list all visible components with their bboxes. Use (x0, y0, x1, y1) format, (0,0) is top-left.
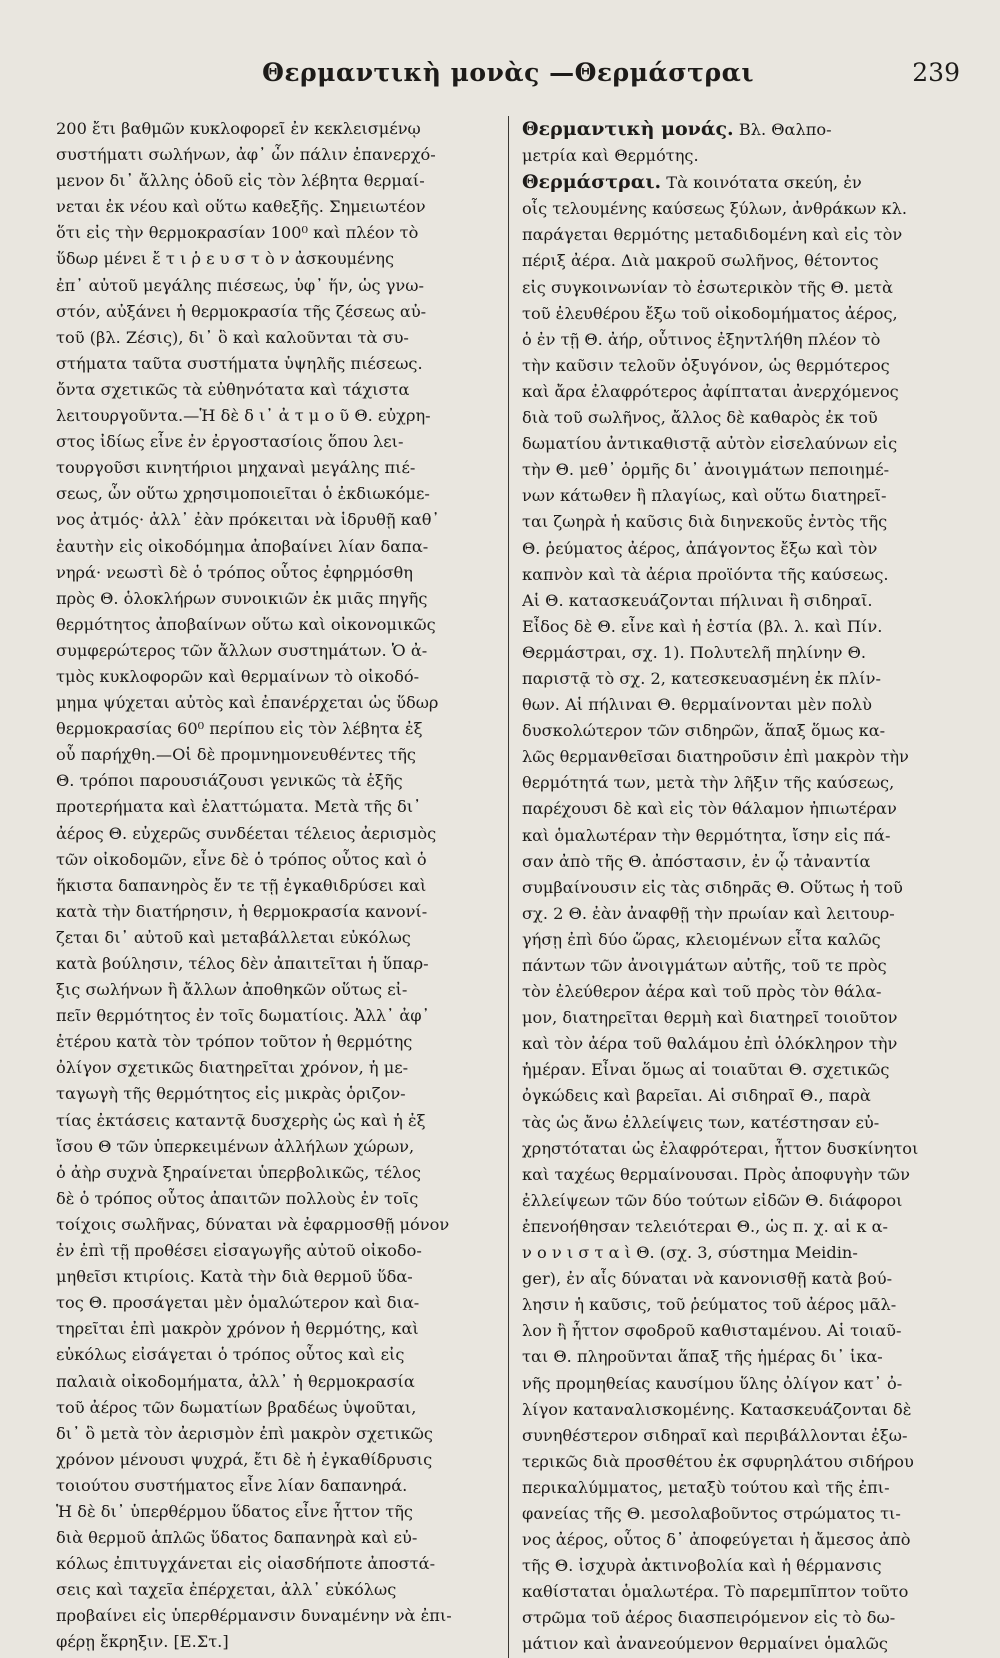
entry-line: μετρία καὶ Θερμότης. (522, 146, 699, 166)
text-line: Θ. ῥεύματος ἀέρος, ἀπάγοντος ἔξω καὶ τὸν (522, 538, 878, 558)
text-line: στος ἰδίως εἶνε ἐν ἐργοστασίοις ὅπου λει- (56, 432, 404, 452)
text-line: καὶ ἄρα ἐλαφρότερος ἀφίπταται ἀνερχόμενος (522, 381, 899, 401)
text-line: ἥκιστα δαπανηρὸς ἔν τε τῇ ἐγκαθιδρύσει καὶ (56, 875, 427, 895)
text-line: ἴσου Θ τῶν ὑπερκειμένων ἀλλήλων χώρων, (56, 1136, 415, 1156)
right-column-body (522, 196, 960, 1657)
text-line: τοίχοις σωλῆνας, δύναται νὰ ἐφαρμοσθῇ μόνον (56, 1214, 450, 1234)
text-line: περικαλύμματος, μεταξὺ τούτου καὶ τῆς ἐπι- (522, 1477, 890, 1497)
text-line: ταγωγὴ τῆς θερμότητος εἰς μικρὰς ὁριζον- (56, 1084, 406, 1104)
text-line: ν ο ν ι σ τ α ὶ Θ. (σχ. 3, σύστημα Meidin- (522, 1243, 858, 1263)
text-line: τοῦ ἀέρος τῶν δωματίων βραδέως ὑψοῦται, (56, 1397, 417, 1417)
text-line: Θερμάστραι, σχ. 1). Πολυτελῆ πηλίνην Θ. (522, 642, 867, 662)
text-line: φέρῃ ἔκρηξιν. [Ε.Στ.] (56, 1632, 229, 1652)
text-line: κατὰ τὴν διατήρησιν, ἡ θερμοκρασία κανονί- (56, 901, 428, 921)
text-line: Εἶδος δὲ Θ. εἶνε καὶ ἡ ἑστία (βλ. λ. καὶ Πίν. (522, 616, 883, 636)
text-line: καθίσταται ὁμαλωτέρα. Τὸ παρεμπῖπτον τοῦτο (522, 1582, 909, 1602)
text-line: τὸν ἐλεύθερον ἀέρα καὶ τοῦ πρὸς τὸν θάλα- (522, 982, 882, 1002)
text-line: παριστᾷ τὸ σχ. 2, κατεσκευασμένη ἐκ πλίν- (522, 668, 881, 688)
text-line: παλαιὰ οἰκοδομήματα, ἀλλ᾽ ἡ θερμοκρασία (56, 1371, 415, 1391)
text-line: διὰ θερμοῦ ἁπλῶς ὕδατος δαπανηρὰ καὶ εὐ- (56, 1528, 418, 1548)
text-line: Θ. τρόποι παρουσιάζουσι γενικῶς τὰ ἑξῆς (56, 771, 403, 791)
text-line: τηρεῖται ἐπὶ μακρὸν χρόνον ἡ θερμότης, καὶ (56, 1319, 419, 1339)
text-line: πάντων τῶν ἀνοιγμάτων αὐτῆς, τοῦ τε πρὸς (522, 956, 887, 975)
text-line: νεται ἐκ νέου καὶ οὕτω καθεξῆς. Σημειωτέον (56, 197, 426, 217)
text-line: γήσῃ ἐπὶ δύο ὥρας, κλειομένων εἶτα καλῶς (522, 929, 881, 949)
text-line: ὀλίγον σχετικῶς διατηρεῖται χρόνον, ἡ με- (56, 1058, 409, 1078)
text-line: ται ζωηρὰ ἡ καῦσις διὰ διηνεκοῦς ἐντὸς τῆς (522, 512, 888, 532)
right-column (522, 116, 960, 1658)
text-line: στρῶμα τοῦ ἀέρος διασπειρόμενον εἰς τὸ δω- (522, 1608, 896, 1628)
text-line: δὲ ὁ τρόπος οὗτος ἀπαιτῶν πολλοὺς ἐν τοῖς (56, 1188, 419, 1208)
text-line: καὶ τὸν ἀέρα τοῦ θαλάμου ἐπὶ ὁλόκληρον τὴν (522, 1034, 898, 1054)
left-column (56, 116, 494, 1656)
text-line: παρέχουσι δὲ καὶ εἰς τὸν θάλαμον ἠπιωτέραν (522, 799, 897, 819)
text-line: ἐπ᾽ αὐτοῦ μεγάλης πιέσεως, ὑφ᾽ ἥν, ὡς γνω- (56, 275, 424, 295)
text-line: εὐκόλως εἰσάγεται ὁ τρόπος οὗτος καὶ εἰς (56, 1345, 405, 1365)
text-line: λησιν ἡ καῦσις, τοῦ ῥεύματος τοῦ ἀέρος μᾶλ- (522, 1295, 897, 1315)
text-line: ὁ ἐν τῇ Θ. ἀήρ, οὗτινος ἐξηντλήθη πλέον τὸ (522, 329, 881, 349)
text-line: μάτιον καὶ ἀνανεούμενον θερμαίνει ὁμαλῶς (522, 1634, 888, 1654)
column-divider (508, 116, 509, 1658)
text-line: συμφερώτερος τῶν ἄλλων συστημάτων. Ὁ ἀ- (56, 640, 428, 660)
text-line: ἐλλείψεων τῶν δύο τούτων εἰδῶν Θ. διάφοροι (522, 1190, 903, 1210)
text-line: χρόνον μένουσι ψυχρά, ἔτι δὲ ἡ ἐγκαθίδρυσις (56, 1449, 433, 1469)
text-line: σεις καὶ ταχεῖα ἐπέρχεται, ἀλλ᾽ εὐκόλως (56, 1580, 397, 1600)
text-line: διὰ τοῦ σωλῆνος, ἄλλος δὲ καθαρὸς ἐκ τοῦ (522, 408, 878, 428)
text-line: ger), ἐν αἷς δύναται νὰ κανονισθῇ κατὰ βού- (522, 1269, 893, 1289)
text-line: δι᾽ ὃ μετὰ τὸν ἀερισμὸν ἐπὶ μακρὸν σχετικῶς (56, 1423, 433, 1443)
text-line: τῶν οἰκοδομῶν, εἶνε δὲ ὁ τρόπος οὗτος καὶ ὁ (56, 849, 427, 869)
text-line: θερμοκρασίας 60⁰ περίπου εἰς τὸν λέβητα ἐξ (56, 719, 423, 739)
text-line: τοῦ (βλ. Ζέσις), δι᾽ ὃ καὶ καλοῦνται τὰ συ- (56, 327, 409, 347)
text-line: ἑτέρου κατὰ τὸν τρόπον τοῦτον ἡ θερμότης (56, 1032, 413, 1052)
text-line: ξις σωλήνων ἢ ἄλλων ἀποθηκῶν οὕτως εἰ- (56, 980, 408, 1000)
entry-term: Θερμάστραι. (522, 171, 662, 194)
text-line: τὰς ὡς ἄνω ἐλλείψεις των, κατέστησαν εὐ- (522, 1112, 880, 1132)
text-line: ἐπενοήθησαν τελειότεραι Θ., ὡς π. χ. αἱ κ α- (522, 1216, 889, 1236)
text-line: νων κάτωθεν ἢ πλαγίως, καὶ οὕτω διατηρεῖ- (522, 486, 887, 506)
text-line: λῶς θερμανθεῖσαι διατηροῦσιν ἐπὶ μακρὸν τὴν (522, 747, 909, 767)
text-line: σχ. 2 Θ. ἐὰν ἀναφθῇ τὴν πρωίαν καὶ λειτουρ- (522, 903, 895, 923)
text-line: τοιούτου συστήματος εἶνε λίαν δαπανηρά. (56, 1475, 408, 1495)
text-line: ὁ ἀὴρ συχνὰ ξηραίνεται ὑπερβολικῶς, τέλος (56, 1162, 421, 1182)
text-line: ὄντα σχετικῶς τὰ εὐθηνότατα καὶ τάχιστα (56, 379, 410, 399)
text-line: πέριξ ἀέρα. Διὰ μακροῦ σωλῆνος, θέτοντος (522, 251, 879, 271)
text-line: ἐν ἐπὶ τῇ προθέσει εἰσαγωγῆς αὐτοῦ οἰκοδο- (56, 1241, 422, 1261)
text-columns (56, 116, 960, 1658)
text-line: τουργοῦσι κινητήριοι μηχαναὶ μεγάλης πιέ- (56, 458, 416, 478)
text-line: χρηστόταται ὡς ἐλαφρότεραι, ἧττον δυσκίνητοι (522, 1138, 919, 1158)
text-line: μενον δι᾽ ἄλλης ὁδοῦ εἰς τὸν λέβητα θερμαί- (56, 171, 425, 191)
text-line: προβαίνει εἰς ὑπερθέρμανσιν δυναμένην νὰ ἐπι- (56, 1606, 452, 1626)
text-line: ζεται δι᾽ αὐτοῦ καὶ μεταβάλλεται εὐκόλως (56, 927, 411, 947)
text-line: τίας ἐκτάσεις καταντᾷ δυσχερὴς ὡς καὶ ἡ ἐξ (56, 1110, 426, 1130)
text-line: Ἡ δὲ δι᾽ ὑπερθέρμου ὕδατος εἶνε ἧττον τῆς (56, 1501, 413, 1521)
text-line: εἰς συγκοινωνίαν τὸ ἐσωτερικὸν τῆς Θ. μετὰ (522, 277, 893, 297)
text-line: σεως, ὧν οὕτω χρησιμοποιεῖται ὁ ἐκδιωκόμε- (56, 484, 430, 504)
text-line: ὅτι εἰς τὴν θερμοκρασίαν 100⁰ καὶ πλέον τὸ (56, 223, 419, 243)
text-line: νῆς προμηθείας καυσίμου ὕλης ὀλίγον κατ᾽ ὀ- (522, 1373, 903, 1393)
text-line: τερικῶς διὰ προσθέτου ἐκ σφυρηλάτου σιδήρου (522, 1451, 914, 1471)
text-line: δυσκολώτερον τῶν σιδηρῶν, ἅπαξ ὅμως κα- (522, 721, 886, 741)
text-line: καὶ ταχέως θερμαίνουσαι. Πρὸς ἀποφυγὴν τῶν (522, 1164, 910, 1184)
text-line: προτερήματα καὶ ἐλαττώματα. Μετὰ τῆς δι᾽ (56, 797, 422, 817)
text-line: ὀγκώδεις καὶ βαρεῖαι. Αἱ σιδηραῖ Θ., παρὰ (522, 1086, 871, 1106)
text-line: 200 ἔτι βαθμῶν κυκλοφορεῖ ἐν κεκλεισμένῳ (56, 119, 421, 138)
text-line: ὕδωρ μένει ἔ τ ι ῥ ε υ σ τ ὸ ν ἀσκουμένης (56, 249, 395, 269)
text-line: θερμότητος ἀποβαίνων οὕτω καὶ οἰκονομικῶς (56, 614, 436, 634)
text-line: τῆς Θ. ἰσχυρὰ ἀκτινοβολία καὶ ἡ θέρμανσις (522, 1556, 882, 1576)
text-line: οὗ παρήχθη.—Οἱ δὲ προμνημονευθέντες τῆς (56, 745, 416, 765)
text-line: καὶ ὁμαλωτέραν τὴν θερμότητα, ἴσην εἰς πά- (522, 825, 891, 845)
text-line: Αἱ Θ. κατασκευάζονται πήλιναι ἢ σιδηραῖ. (522, 590, 873, 610)
text-line: συμβαίνουσιν εἰς τὰς σιδηρᾶς Θ. Οὕτως ἡ τοῦ (522, 877, 903, 897)
text-line: σαν ἀπὸ τῆς Θ. ἀπόστασιν, ἐν ᾧ τἀναντία (522, 851, 871, 871)
text-line: συνηθέστερον σιδηραῖ καὶ περιβάλλονται ἐξω- (522, 1425, 908, 1445)
text-line: τοῦ ἐλευθέρου ἔξω τοῦ οἰκοδομήματος ἀέρος, (522, 303, 898, 323)
text-line: λειτουργοῦντα.—Ἡ δὲ δ ι᾽ ἀ τ μ ο ῦ Θ. εὐχρη- (56, 406, 431, 426)
entry-text: Τὰ κοινότατα σκεύη, ἐν (661, 173, 862, 193)
text-line: ται Θ. πληροῦνται ἅπαξ τῆς ἡμέρας δι᾽ ἱκα- (522, 1347, 883, 1367)
text-line: μον, διατηρεῖται θερμὴ καὶ διατηρεῖ τοιοῦτον (522, 1008, 898, 1028)
text-line: πρὸς Θ. ὁλοκλήρων συνοικιῶν ἐκ μιᾶς πηγῆς (56, 588, 428, 608)
entry-term: Θερμαντικὴ μονάς. (522, 118, 734, 140)
running-title: Θερμαντικὴ μονὰς —Θερμάστραι (262, 58, 754, 87)
text-line: θων. Αἱ πήλιναι Θ. θερμαίνονται μὲν πολὺ (522, 695, 872, 715)
text-line: τος Θ. προσάγεται μὲν ὁμαλώτερον καὶ δια- (56, 1293, 420, 1313)
page-header (56, 58, 960, 94)
text-line: δωματίου ἀντικαθιστᾷ αὐτὸν εἰσελαύνων εἰς (522, 434, 898, 454)
text-line: κόλως ἐπιτυγχάνεται εἰς οἱασδήποτε ἀποστά- (56, 1554, 436, 1574)
text-line: παράγεται θερμότης μεταδιδομένη καὶ εἰς τὸν (522, 225, 903, 245)
text-line: κατὰ βούλησιν, τέλος δὲν ἀπαιτεῖται ἡ ὕπαρ- (56, 954, 429, 973)
text-line: ἑαυτὴν εἰς οἰκοδόμημα ἀποβαίνει λίαν δαπα- (56, 536, 429, 556)
page-number: 239 (912, 58, 960, 87)
text-line: φανείας τῆς Θ. μεσολαβοῦντος στρώματος τι- (522, 1503, 901, 1523)
text-line: τὴν Θ. μεθ᾽ ὁρμῆς δι᾽ ἀνοιγμάτων πεποιημέ- (522, 460, 890, 480)
text-line: λίγον καταναλισκομένης. Κατασκευάζονται δὲ (522, 1399, 912, 1419)
text-line: οἷς τελουμένης καύσεως ξύλων, ἀνθράκων κλ. (522, 199, 908, 219)
text-line: μηθεῖσι κτιρίοις. Κατὰ τὴν διὰ θερμοῦ ὕδα- (56, 1267, 413, 1287)
text-line: στήματα ταῦτα συστήματα ὑψηλῆς πιέσεως. (56, 353, 423, 373)
text-line: ἀέρος Θ. εὐχερῶς συνδέεται τέλειος ἀερισμὸς (56, 823, 437, 843)
text-line: πεῖν θερμότητος ἐν τοῖς δωματίοις. Ἀλλ᾽ ἀφ᾽ (56, 1006, 430, 1026)
text-line: στόν, αὐξάνει ἡ θερμοκρασία τῆς ζέσεως αὐ- (56, 301, 427, 321)
text-line: νος ἀτμός· ἀλλ᾽ ἐὰν πρόκειται νὰ ἱδρυθῇ καθ᾽ (56, 510, 440, 530)
text-line: τὴν καῦσιν τελοῦν ὀξυγόνον, ὡς θερμότερος (522, 355, 890, 375)
text-line: τμὸς κυκλοφορῶν καὶ θερμαίνων τὸ οἰκοδό- (56, 666, 420, 686)
entry-line (522, 116, 960, 143)
entry-line (522, 169, 960, 196)
text-line: μημα ψύχεται αὐτὸς καὶ ἐπανέρχεται ὡς ὕδωρ (56, 693, 439, 713)
text-line: λον ἢ ἧττον σφοδροῦ καθισταμένου. Αἱ τοιαῦ- (522, 1321, 902, 1341)
text-line: συστήματι σωλήνων, ἀφ᾽ ὧν πάλιν ἐπανερχό- (56, 145, 436, 165)
text-line: θερμότητά των, μετὰ τὴν λῆξιν τῆς καύσεως, (522, 773, 895, 793)
text-line: καπνὸν καὶ τὰ ἀέρια προϊόντα τῆς καύσεως. (522, 564, 889, 584)
text-line: ἡμέραν. Εἶναι ὅμως αἱ τοιαῦται Θ. σχετικῶς (522, 1060, 890, 1080)
entry-text: Βλ. Θαλπο- (733, 120, 832, 139)
text-line: νος ἀέρος, οὗτος δ᾽ ἀποφεύγεται ἡ ἄμεσος ἀπὸ (522, 1530, 911, 1550)
text-line: νηρά· νεωστὶ δὲ ὁ τρόπος οὗτος ἐφηρμόσθη (56, 562, 413, 582)
